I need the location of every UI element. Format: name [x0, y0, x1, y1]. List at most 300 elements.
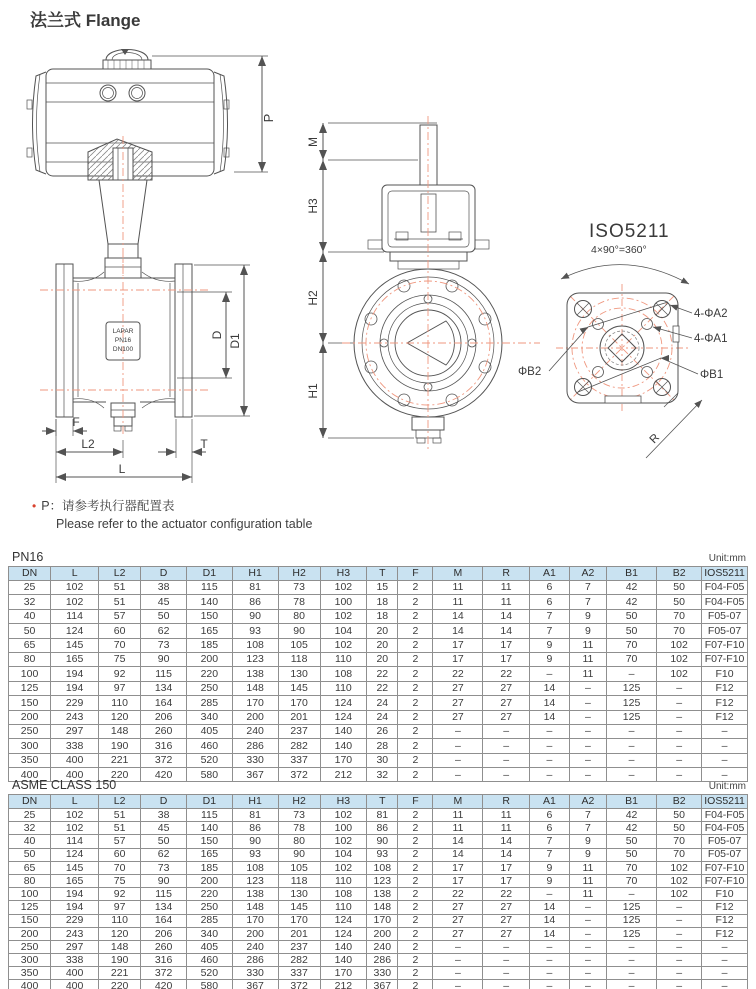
table-cell: 134 — [141, 681, 187, 695]
table-cell: 2 — [398, 927, 433, 940]
table-cell: 20 — [367, 652, 398, 666]
table-cell: – — [529, 768, 569, 782]
table-cell: 300 — [9, 954, 51, 967]
footnote-line-zh — [32, 497, 312, 515]
table-cell: 14 — [529, 927, 569, 940]
table-cell: 372 — [278, 768, 320, 782]
iso5211-title: ISO5211 — [589, 221, 670, 242]
table-cell: F12 — [702, 927, 748, 940]
table-cell: 125 — [607, 681, 657, 695]
table-cell: 2 — [398, 980, 433, 989]
table-cell: 14 — [433, 848, 483, 861]
table-cell: 22 — [483, 888, 529, 901]
table-cell: 165 — [51, 652, 99, 666]
table-cell: 14 — [529, 696, 569, 710]
table-cell: 24 — [367, 710, 398, 724]
table-cell: 2 — [398, 652, 433, 666]
dim-label-l2: L2 — [81, 437, 95, 451]
table-row — [9, 624, 748, 638]
table-cell: 2 — [398, 753, 433, 767]
column-header: D1 — [186, 795, 232, 809]
table-cell: 114 — [51, 609, 99, 623]
column-header: A2 — [569, 567, 606, 581]
table-cell: 81 — [232, 581, 278, 595]
table-cell: 60 — [99, 848, 141, 861]
table-cell: – — [483, 768, 529, 782]
table-cell: 170 — [278, 696, 320, 710]
table-row — [9, 848, 748, 861]
table-cell: 520 — [186, 967, 232, 980]
table-cell: 200 — [232, 710, 278, 724]
table-cell: – — [433, 739, 483, 753]
table-cell: 7 — [529, 624, 569, 638]
column-header: A1 — [529, 795, 569, 809]
table-cell: F07-F10 — [702, 652, 748, 666]
table-cell: 2 — [398, 874, 433, 887]
table-cell: 145 — [278, 901, 320, 914]
table-cell: 108 — [320, 888, 366, 901]
table-cell: 164 — [141, 914, 187, 927]
table-cell: 350 — [9, 967, 51, 980]
table-cell: 190 — [99, 739, 141, 753]
table-cell: 51 — [99, 595, 141, 609]
table-cell: – — [433, 954, 483, 967]
column-header: A1 — [529, 567, 569, 581]
table-cell: 170 — [367, 914, 398, 927]
table-cell: 60 — [99, 624, 141, 638]
column-header: B1 — [607, 795, 657, 809]
table-cell: 70 — [607, 652, 657, 666]
table-cell: 125 — [607, 927, 657, 940]
table-cell: 42 — [607, 822, 657, 835]
table-cell: 14 — [483, 609, 529, 623]
table-cell: 9 — [529, 874, 569, 887]
column-header: D — [141, 567, 187, 581]
table-cell: 124 — [320, 696, 366, 710]
table-cell: 51 — [99, 822, 141, 835]
table-cell: 300 — [9, 739, 51, 753]
table-cell: 50 — [141, 609, 187, 623]
table-cell: 206 — [141, 710, 187, 724]
table-cell: F04-F05 — [702, 595, 748, 609]
table-cell: F05-07 — [702, 609, 748, 623]
table-cell: 148 — [367, 901, 398, 914]
table-cell: – — [569, 901, 606, 914]
table-cell: – — [569, 696, 606, 710]
table-cell: 123 — [367, 874, 398, 887]
table-cell: 90 — [232, 835, 278, 848]
table-cell: 240 — [367, 940, 398, 953]
valve-tag — [113, 328, 134, 353]
table-cell: 90 — [278, 848, 320, 861]
table-cell: 9 — [569, 624, 606, 638]
table-cell: 102 — [320, 835, 366, 848]
table-cell: 9 — [529, 638, 569, 652]
table-cell: 102 — [320, 861, 366, 874]
table-cell: 15 — [367, 581, 398, 595]
table-cell: 400 — [51, 768, 99, 782]
table-cell: 120 — [99, 927, 141, 940]
table-cell: 70 — [657, 609, 702, 623]
table-cell: 11 — [483, 809, 529, 822]
bullet-icon: • — [32, 499, 37, 513]
table-cell: 14 — [483, 835, 529, 848]
table-cell: 229 — [51, 914, 99, 927]
table-cell: 11 — [569, 667, 606, 681]
table-cell: 14 — [433, 609, 483, 623]
table-cell: – — [657, 681, 702, 695]
table-cell: 26 — [367, 724, 398, 738]
table-cell: 194 — [51, 667, 99, 681]
table-cell: 420 — [141, 980, 187, 989]
table-cell: 260 — [141, 724, 187, 738]
table-cell: 93 — [232, 848, 278, 861]
table-cell: – — [569, 954, 606, 967]
table-cell: 57 — [99, 835, 141, 848]
table-cell: 2 — [398, 901, 433, 914]
table-cell: 367 — [232, 980, 278, 989]
table-cell: 40 — [9, 609, 51, 623]
table-row — [9, 874, 748, 887]
table-cell: 140 — [320, 724, 366, 738]
table-cell: 40 — [9, 835, 51, 848]
table-cell: 2 — [398, 681, 433, 695]
table-cell: 145 — [278, 681, 320, 695]
column-header: T — [367, 567, 398, 581]
table-cell: 125 — [607, 710, 657, 724]
valve-side-view — [42, 258, 250, 483]
table-cell: 340 — [186, 927, 232, 940]
page-title: 法兰式 Flange — [30, 11, 141, 30]
table-cell: – — [483, 980, 529, 989]
table-cell: 14 — [529, 710, 569, 724]
table-cell: 124 — [320, 710, 366, 724]
table-cell: 123 — [232, 874, 278, 887]
table-cell: 90 — [232, 609, 278, 623]
table-cell: 11 — [569, 888, 606, 901]
table-cell: – — [569, 681, 606, 695]
table-cell: 194 — [51, 901, 99, 914]
table-cell: 45 — [141, 822, 187, 835]
table-cell: 11 — [483, 581, 529, 595]
table-cell: 51 — [99, 581, 141, 595]
table-cell: – — [702, 768, 748, 782]
table-cell: 86 — [367, 822, 398, 835]
table-cell: 7 — [529, 835, 569, 848]
table-cell: 27 — [433, 927, 483, 940]
table-cell: 50 — [141, 835, 187, 848]
table-cell: F07-F10 — [702, 874, 748, 887]
table-cell: 73 — [278, 581, 320, 595]
table-row — [9, 888, 748, 901]
table-cell: 104 — [320, 624, 366, 638]
table-cell: 138 — [232, 888, 278, 901]
table-cell: 30 — [367, 753, 398, 767]
table-cell: 220 — [99, 980, 141, 989]
table-cell: 102 — [51, 822, 99, 835]
dim-label-d1: D1 — [228, 333, 242, 349]
table-cell: 73 — [278, 809, 320, 822]
table-cell: – — [433, 753, 483, 767]
table-cell: – — [607, 724, 657, 738]
column-header: L — [51, 567, 99, 581]
table-cell: 330 — [232, 967, 278, 980]
column-header: F — [398, 567, 433, 581]
dim-label-4-phi-a1: 4-ΦA1 — [694, 333, 728, 345]
table-cell: 170 — [320, 967, 366, 980]
table-cell: F12 — [702, 710, 748, 724]
table-cell: 250 — [9, 724, 51, 738]
table-cell: 221 — [99, 753, 141, 767]
table-cell: 140 — [320, 739, 366, 753]
table-cell: 285 — [186, 696, 232, 710]
table-cell: 42 — [607, 581, 657, 595]
table-cell: – — [529, 753, 569, 767]
table-cell: 27 — [433, 710, 483, 724]
table-cell: 165 — [186, 848, 232, 861]
table-cell: 80 — [9, 652, 51, 666]
table-cell: 124 — [51, 624, 99, 638]
column-header: L2 — [99, 795, 141, 809]
table-cell: 220 — [186, 667, 232, 681]
table-cell: – — [529, 954, 569, 967]
table-cell: – — [483, 739, 529, 753]
table-cell: F10 — [702, 667, 748, 681]
table-cell: 102 — [657, 667, 702, 681]
table-cell: 9 — [569, 848, 606, 861]
table-cell: 70 — [657, 835, 702, 848]
column-header: M — [433, 795, 483, 809]
table-cell: 17 — [433, 874, 483, 887]
table-row — [9, 667, 748, 681]
table-cell: 62 — [141, 848, 187, 861]
table-cell: 51 — [99, 809, 141, 822]
dim-label-t: T — [200, 437, 208, 451]
table-cell: 330 — [367, 967, 398, 980]
column-header: H2 — [278, 795, 320, 809]
table-cell: 90 — [367, 835, 398, 848]
table-cell: 110 — [99, 696, 141, 710]
column-header: H3 — [320, 567, 366, 581]
table-cell: 102 — [320, 638, 366, 652]
table-cell: 90 — [141, 652, 187, 666]
table-cell: 2 — [398, 835, 433, 848]
table-cell: 27 — [483, 914, 529, 927]
column-header: DN — [9, 795, 51, 809]
table-cell: 148 — [99, 724, 141, 738]
table-cell: 165 — [51, 874, 99, 887]
table-cell: F12 — [702, 914, 748, 927]
table-cell: 338 — [51, 739, 99, 753]
table-cell: 420 — [141, 768, 187, 782]
table-cell: 316 — [141, 739, 187, 753]
table-cell: 338 — [51, 954, 99, 967]
table-cell: – — [569, 724, 606, 738]
table-cell: – — [657, 914, 702, 927]
dim-label-l: L — [118, 462, 126, 476]
table-cell: F04-F05 — [702, 809, 748, 822]
table-cell: 115 — [186, 809, 232, 822]
table-cell: 14 — [433, 624, 483, 638]
table-cell: 120 — [99, 710, 141, 724]
table-cell: 42 — [607, 809, 657, 822]
table-cell: – — [529, 739, 569, 753]
table-cell: F10 — [702, 888, 748, 901]
table-cell: 2 — [398, 696, 433, 710]
table-cell: 460 — [186, 739, 232, 753]
table-cell: 17 — [483, 652, 529, 666]
table-row — [9, 835, 748, 848]
iso5211-pad — [549, 265, 702, 458]
table-cell: 140 — [320, 940, 366, 953]
table-cell: 118 — [278, 652, 320, 666]
table-row — [9, 681, 748, 695]
table-cell: – — [483, 940, 529, 953]
dim-label-phi-b2: ΦB2 — [518, 366, 542, 378]
table-cell: 170 — [232, 696, 278, 710]
table-cell: 102 — [51, 809, 99, 822]
table-cell: 237 — [278, 940, 320, 953]
table-cell: 2 — [398, 954, 433, 967]
table-cell: 102 — [657, 638, 702, 652]
valve-centerlines — [40, 136, 210, 436]
table-cell: 80 — [9, 874, 51, 887]
table-row — [9, 724, 748, 738]
table-cell: 297 — [51, 940, 99, 953]
table-cell: 2 — [398, 848, 433, 861]
table-cell: 108 — [320, 667, 366, 681]
table-cell: – — [702, 954, 748, 967]
table-cell: 138 — [232, 667, 278, 681]
table-cell: 2 — [398, 967, 433, 980]
table-cell: 102 — [657, 652, 702, 666]
table-cell: 114 — [51, 835, 99, 848]
table-cell: 145 — [51, 638, 99, 652]
table-cell: 125 — [607, 901, 657, 914]
table-cell: 460 — [186, 954, 232, 967]
header-row — [9, 567, 748, 581]
column-header: L2 — [99, 567, 141, 581]
table-cell: 110 — [320, 874, 366, 887]
column-header: F — [398, 795, 433, 809]
table-cell: 7 — [569, 595, 606, 609]
table-cell: 110 — [320, 652, 366, 666]
table-cell: 97 — [99, 681, 141, 695]
table-row — [9, 710, 748, 724]
table-cell: – — [657, 768, 702, 782]
table-cell: 18 — [367, 595, 398, 609]
table-cell: 50 — [657, 595, 702, 609]
valve-tag-rating: PN16 — [114, 337, 132, 344]
table-cell: 17 — [483, 874, 529, 887]
table-cell: 97 — [99, 901, 141, 914]
table-cell: 297 — [51, 724, 99, 738]
table-cell: – — [569, 967, 606, 980]
table-cell: 250 — [186, 901, 232, 914]
table-cell: 11 — [433, 595, 483, 609]
table-cell: 2 — [398, 624, 433, 638]
table-cell: 73 — [141, 638, 187, 652]
table-cell: 9 — [569, 835, 606, 848]
table-cell: 11 — [433, 822, 483, 835]
table-cell: 102 — [657, 888, 702, 901]
table-row — [9, 940, 748, 953]
table-cell: 78 — [278, 822, 320, 835]
table-cell: 212 — [320, 768, 366, 782]
table-cell: 80 — [278, 609, 320, 623]
table-cell: – — [529, 667, 569, 681]
table-cell: 229 — [51, 696, 99, 710]
table-cell: – — [607, 768, 657, 782]
table-cell: 102 — [320, 609, 366, 623]
table-cell: 22 — [433, 888, 483, 901]
table-cell: 170 — [232, 914, 278, 927]
table-cell: – — [607, 980, 657, 989]
table-cell: 22 — [367, 681, 398, 695]
table-cell: 367 — [232, 768, 278, 782]
table-cell: 243 — [51, 927, 99, 940]
column-header: D — [141, 795, 187, 809]
column-header: B2 — [657, 795, 702, 809]
table-cell: – — [657, 927, 702, 940]
table-cell: 2 — [398, 609, 433, 623]
table-cell: 27 — [483, 901, 529, 914]
dim-label-f: F — [72, 415, 80, 429]
table-cell: – — [607, 888, 657, 901]
table-cell: 93 — [367, 848, 398, 861]
table-cell: 11 — [569, 652, 606, 666]
table-cell: 14 — [529, 901, 569, 914]
table-cell: 150 — [9, 914, 51, 927]
table-cell: 140 — [186, 822, 232, 835]
table-cell: – — [569, 940, 606, 953]
table-cell: – — [569, 927, 606, 940]
table-cell: 17 — [483, 638, 529, 652]
dim-label-d: D — [210, 330, 224, 340]
table-cell: 130 — [278, 888, 320, 901]
table-cell: 164 — [141, 696, 187, 710]
table-cell: 22 — [433, 667, 483, 681]
table-cell: 104 — [320, 848, 366, 861]
table-cell: 118 — [278, 874, 320, 887]
table-cell: 110 — [99, 914, 141, 927]
dim-label-4-phi-a2: 4-ΦA2 — [694, 308, 728, 320]
column-header: M — [433, 567, 483, 581]
table-cell: F12 — [702, 681, 748, 695]
table-cell: 115 — [141, 888, 187, 901]
table-cell: – — [657, 753, 702, 767]
table-cell: 2 — [398, 581, 433, 595]
table-cell: – — [607, 967, 657, 980]
table-cell: – — [702, 724, 748, 738]
table-cell: 11 — [483, 595, 529, 609]
table-cell: 11 — [569, 638, 606, 652]
table-cell: – — [529, 940, 569, 953]
table-cell: 124 — [320, 927, 366, 940]
column-header: B1 — [607, 567, 657, 581]
table-cell: 108 — [232, 638, 278, 652]
table-cell: 50 — [9, 624, 51, 638]
table-cell: 2 — [398, 638, 433, 652]
table-cell: 70 — [657, 624, 702, 638]
column-header: D1 — [186, 567, 232, 581]
table-cell: 25 — [9, 809, 51, 822]
table-cell: 337 — [278, 967, 320, 980]
table-row — [9, 914, 748, 927]
table-cell: 2 — [398, 822, 433, 835]
table-cell: – — [607, 954, 657, 967]
table-cell: 93 — [232, 624, 278, 638]
